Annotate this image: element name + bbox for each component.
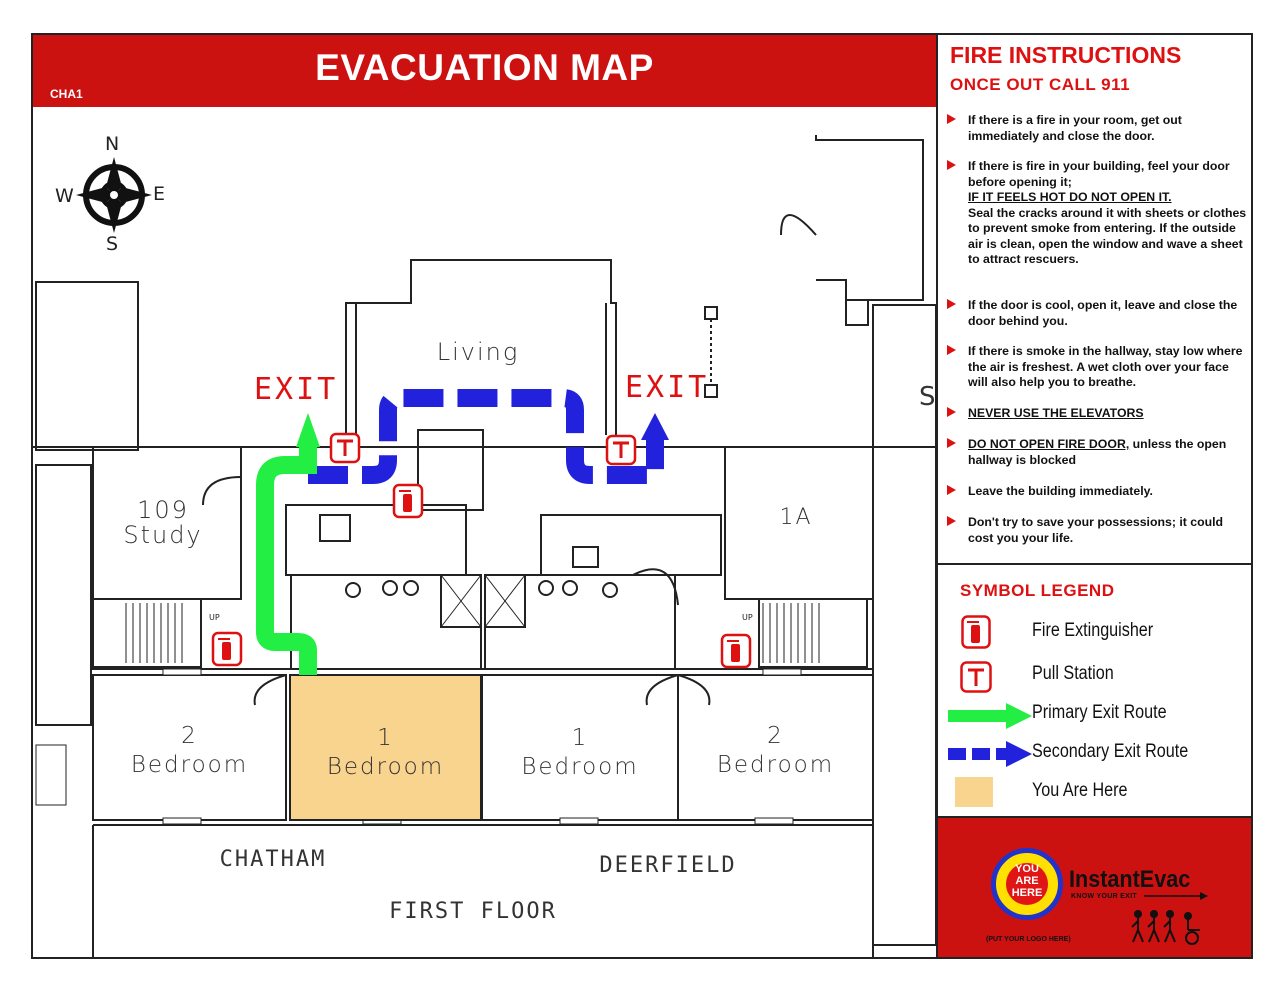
- bullet-triangle-icon: [947, 485, 956, 495]
- legend-label: Pull Station: [1032, 663, 1114, 684]
- page-title: EVACUATION MAP: [315, 47, 654, 88]
- fire-instructions: FIRE INSTRUCTIONS ONCE OUT CALL 911 If there is a fire in your room, get out immediately and close the door. If there is fire in your building, feel your door before opening it; IF IT FEELS HOT DO NOT OPEN IT. Seal the cracks around it with sheets or clothes to prevent smoke from entering. If the outside air is clean, open the window and wave a sheet to attract rescuers. If the door is cool, open it, leave and close the door behind you. If there is smoke in the hallway, stay low where the air is freshest. A wet cloth over your face will also help you to breathe. NEVER USE THE ELEVATORS DO NOT OPEN FIRE DOOR, unless the open hallway is blocked Leave the building immediately. Don't try to save your possessions; it could cost you your life.: [936, 35, 1251, 565]
- pull-station-icon: [607, 436, 635, 464]
- bullet-triangle-icon: [947, 345, 956, 355]
- room-label-1a: 1A: [779, 505, 813, 530]
- fire-extinguisher-icon: [213, 633, 241, 665]
- bullet-triangle-icon: [947, 160, 956, 170]
- left-kitchen: [286, 505, 466, 575]
- compass-south: S: [106, 233, 119, 255]
- edge-letter: S: [919, 382, 936, 412]
- primary-route-arrowhead: [296, 413, 320, 447]
- room-label-study: Study: [123, 521, 203, 549]
- green-arrow-icon: [948, 703, 1032, 729]
- instructions-title: FIRE INSTRUCTIONS: [950, 42, 1182, 68]
- pull-station-icon: [960, 661, 992, 693]
- people-walking-icon: [1130, 910, 1206, 946]
- right-bath: [485, 575, 675, 669]
- tagline-arrow-icon: [1144, 891, 1208, 901]
- compass-east: E: [153, 183, 166, 205]
- info-panel: [936, 35, 1251, 957]
- logo-area: [936, 818, 1251, 957]
- legend-label: Secondary Exit Route: [1032, 741, 1189, 762]
- fire-extinguisher-icon: [722, 635, 750, 667]
- fire-extinguisher-icon: [394, 485, 422, 517]
- brand-logo: InstantEvac: [1069, 866, 1191, 893]
- fire-extinguisher-icon: [961, 615, 991, 649]
- bullet-triangle-icon: [947, 114, 956, 124]
- right-outbuilding-step: [846, 300, 868, 325]
- building-label-chatham: CHATHAM: [219, 847, 327, 872]
- compass-west: W: [55, 185, 74, 207]
- exit-label-right: EXIT: [625, 370, 710, 405]
- bullet-triangle-icon: [947, 438, 956, 448]
- you-are-here-badge: YOU ARE HERE: [991, 848, 1063, 920]
- floor-label: FIRST FLOOR: [389, 899, 557, 924]
- left-wing-wall: [36, 282, 138, 450]
- first-floor-wall: [93, 825, 873, 957]
- right-kitchen: [541, 515, 721, 575]
- room-label-study-number: 109: [137, 496, 189, 524]
- blue-dashed-arrow-icon: [948, 741, 1032, 767]
- exit-label-left: EXIT: [254, 372, 339, 407]
- bedroom-a-number: 2: [181, 723, 198, 749]
- bedroom-c-label: Bedroom: [521, 754, 639, 780]
- right-outbuilding: [816, 135, 923, 300]
- bullet-triangle-icon: [947, 407, 956, 417]
- logo-placeholder-note: (PUT YOUR LOGO HERE): [986, 936, 1071, 943]
- you-are-here-swatch: [955, 777, 993, 807]
- room-label-living: Living: [436, 338, 520, 366]
- legend-title: SYMBOL LEGEND: [960, 581, 1115, 600]
- bedroom-d-label: Bedroom: [716, 752, 835, 778]
- bedroom-b-label: Bedroom: [326, 754, 445, 780]
- brand-tagline: KNOW YOUR EXIT: [1071, 893, 1137, 900]
- left-wing-lower: [36, 465, 91, 725]
- legend-label: Fire Extinguisher: [1032, 620, 1154, 641]
- right-stair: [759, 599, 867, 667]
- compass-north: N: [105, 133, 120, 155]
- stair-up-label: UP: [209, 613, 220, 622]
- building-label-deerfield: DEERFIELD: [599, 853, 737, 878]
- outbuilding-door-swing: [781, 215, 816, 235]
- pull-station-icon: [331, 434, 359, 462]
- bedroom-d-number: 2: [767, 723, 784, 749]
- instructions-subtitle: ONCE OUT CALL 911: [950, 75, 1131, 94]
- map-area: [33, 35, 936, 957]
- bedroom-a-label: Bedroom: [130, 752, 249, 778]
- stair-up-label: UP: [742, 613, 753, 622]
- secondary-exit-route: [308, 398, 655, 475]
- map-code: CHA1: [50, 87, 83, 101]
- left-bath: [291, 575, 481, 669]
- legend-label: Primary Exit Route: [1032, 702, 1167, 723]
- symbol-legend: [936, 565, 1251, 818]
- compass-icon: [76, 157, 152, 233]
- bullet-triangle-icon: [947, 516, 956, 526]
- bullet-triangle-icon: [947, 299, 956, 309]
- secondary-route-arrowhead: [641, 413, 669, 440]
- bedroom-c-number: 1: [571, 725, 589, 751]
- legend-label: You Are Here: [1032, 780, 1128, 801]
- bedroom-b-number: 1: [377, 725, 394, 751]
